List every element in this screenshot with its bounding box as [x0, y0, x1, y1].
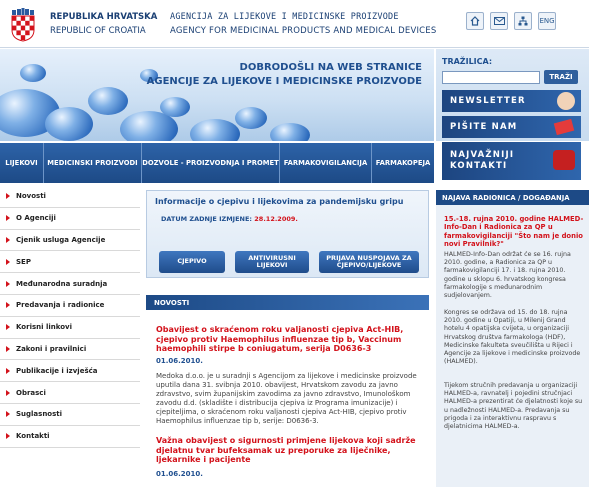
search-input[interactable]: [442, 71, 540, 84]
sidebar-item-label: O Agenciji: [16, 214, 56, 223]
news-item-date: 01.06.2010.: [156, 357, 203, 365]
arrow-icon: [6, 368, 10, 374]
hero-banner: [0, 49, 434, 141]
mail-icon[interactable]: [490, 12, 508, 30]
sidebar-item-price-list[interactable]: [0, 230, 140, 252]
sidebar-item-label: Zakoni i pravilnici: [16, 344, 87, 353]
arrow-icon: [6, 324, 10, 330]
arrow-icon: [6, 411, 10, 417]
sidebar-item-news[interactable]: [0, 186, 140, 208]
events-header: NAJAVA RADIONICA / DOGAĐANJA: [436, 190, 589, 205]
republic-name-hr: REPUBLIKA HRVATSKA: [50, 12, 158, 22]
news-header: NOVOSTI: [146, 295, 429, 310]
sitemap-icon[interactable]: [514, 12, 532, 30]
arrow-icon: [6, 215, 10, 221]
nav-licences[interactable]: DOZVOLE - PROIZVODNJA I PROMET: [142, 143, 280, 183]
event-paragraph: Kongres se održava od 15. do 18. rujna 2010. godine u Opatiji, u Milenij Grand hotelu 4 opatijska cvijeta, u organizaciji Hrvatskog društva farmakologa (HDF), Medicinske fakulteta sveučilišta u Rijeci i Agencije za lijekove i medicinske proizvode (HALMED).: [444, 309, 581, 366]
nav-pharmacopoeia[interactable]: FARMAKOPEJA: [375, 159, 431, 167]
hero-title-line1: DOBRODOŠLI NA WEB STRANICE: [239, 62, 422, 73]
sidebar-item-contacts[interactable]: [0, 426, 140, 448]
sidebar-item-label: SEP: [16, 257, 31, 266]
news-item-date: 01.06.2010.: [156, 470, 203, 478]
pill-decoration: [270, 123, 310, 141]
sidebar-item-about[interactable]: [0, 208, 140, 230]
language-switch-button[interactable]: ENG: [538, 12, 556, 30]
home-icon[interactable]: [466, 12, 484, 30]
pill-decoration: [190, 119, 240, 141]
write-to-us-banner[interactable]: [442, 116, 581, 138]
vaccine-button[interactable]: CJEPIVO: [159, 251, 225, 273]
info-last-modified: [161, 215, 298, 223]
arrow-icon: [6, 302, 10, 308]
sidebar-item-label: Korisni linkovi: [16, 323, 72, 332]
main-navigation: [0, 143, 434, 183]
newsletter-label: NEWSLETTER: [450, 96, 526, 106]
newsletter-banner[interactable]: [442, 90, 581, 112]
sidebar-item-consents[interactable]: [0, 404, 140, 426]
pill-decoration: [20, 64, 46, 82]
agency-name-hr: AGENCIJA ZA LIJEKOVE I MEDICINSKE PROIZVODE: [170, 12, 399, 22]
event-title[interactable]: 15.-18. rujna 2010. godine HALMED-Info-Dan i Radionica za QP u farmakovigilanciji "Što nam je donio novi Pravilnik?": [444, 215, 584, 249]
sidebar-item-laws[interactable]: [0, 339, 140, 361]
date-value: 28.12.2009.: [254, 215, 298, 223]
write-to-us-label: PIŠITE NAM: [450, 122, 518, 132]
hero-title-line2: AGENCIJE ZA LIJEKOVE I MEDICINSKE PROIZVODE: [146, 76, 422, 87]
sidebar-item-label: Novosti: [16, 192, 46, 201]
pill-decoration: [45, 107, 93, 141]
sidebar-item-links[interactable]: [0, 317, 140, 339]
report-adverse-reaction-button[interactable]: PRIJAVA NUSPOJAVA ZA CJEPIVO/LIJEKOVE: [319, 251, 419, 273]
event-paragraph: Tijekom stručnih predavanja u organizaciji HALMED-a, ravnatelj i pojedini stručnjaci HALMED-a prezentirat će djelatnosti koje su u nadležnosti HALMED-a. Predavanja su prigoda i za interaktivnu raspravu s djelatnicima HALMED-a.: [444, 382, 583, 430]
search-button[interactable]: TRAŽI: [544, 70, 578, 84]
left-sidebar: [0, 186, 140, 487]
arrow-icon: [6, 259, 10, 265]
contacts-label: NAJVAŽNIJI KONTAKTI: [450, 149, 515, 171]
antiviral-drugs-button[interactable]: ANTIVIRUSNI LIJEKOVI: [235, 251, 309, 273]
sidebar-item-international[interactable]: [0, 273, 140, 295]
agency-name-en: AGENCY FOR MEDICINAL PRODUCTS AND MEDICAL DEVICES: [170, 26, 437, 36]
sidebar-item-label: Obrasci: [16, 388, 46, 397]
pill-decoration: [88, 87, 128, 115]
sidebar-item-label: Predavanja i radionice: [16, 301, 105, 310]
envelope-icon: [554, 119, 574, 135]
sidebar-item-publications[interactable]: [0, 360, 140, 382]
person-icon: [557, 92, 575, 110]
arrow-icon: [6, 390, 10, 396]
republic-name-en: REPUBLIC OF CROATIA: [50, 26, 146, 36]
croatian-coat-of-arms-icon: [10, 8, 36, 42]
nav-medical-devices[interactable]: MEDICINSKI PROIZVODI: [44, 143, 142, 183]
sidebar-item-lectures[interactable]: [0, 295, 140, 317]
arrow-icon: [6, 281, 10, 287]
news-item-body: Medoka d.o.o. je u suradnji s Agencijom za lijekove i medicinske proizvode uputila dana 31. svibnja 2010. obavijest, Hrvatskom zavodu za javno zdravstvo, svim županijskim zavodima za javno zdravstvo, Imunološkom zavodu d.d. (skladište i distribucija cjepiva iz Programa imunizacije) i cjepiteljima, o skraćenom roku valjanosti cjepiva Act-HIB, cjepivo protiv Haemophilus influenzae tip b, serije: D0636-3.: [156, 372, 417, 426]
info-title[interactable]: Informacije o cjepivu i lijekovima za pandemijsku gripu: [155, 197, 404, 206]
pandemic-info-box: [146, 190, 429, 278]
site-header: [0, 0, 589, 48]
arrow-icon: [6, 346, 10, 352]
sidebar-item-label: Publikacije i izvješća: [16, 366, 98, 375]
events-panel: [436, 205, 589, 487]
arrow-icon: [6, 193, 10, 199]
sidebar-item-label: Međunarodna suradnja: [16, 279, 108, 288]
pill-decoration: [160, 97, 190, 117]
arrow-icon: [6, 237, 10, 243]
event-paragraph: HALMED-Info-Dan održat će se 16. rujna 2010. godine, a Radionica za QP u farmakovigilanciji 17. i 18. rujna 2010. godine u sklopu 6. hrvatskog kongresa farmakologije s međunarodnim sudjelovanjem.: [444, 251, 571, 299]
news-item-title[interactable]: Obavijest o skraćenom roku valjanosti cjepiva Act-HIB, cjepivo protiv Haemophilus influenzae tip b, Vaccinum haemophili stirpe b coniugatum, serija D0636-3: [156, 325, 404, 354]
telephone-icon: [553, 150, 575, 170]
arrow-icon: [6, 433, 10, 439]
nav-pharmacovigilance[interactable]: FARMAKOVIGILANCIJA: [280, 143, 372, 183]
pill-decoration: [235, 107, 267, 129]
sidebar-item-forms[interactable]: [0, 382, 140, 404]
search-label: TRAŽILICA:: [442, 57, 493, 66]
sidebar-item-sep[interactable]: [0, 251, 140, 273]
contacts-banner[interactable]: [442, 142, 581, 180]
nav-medicines[interactable]: LIJEKOVI: [0, 143, 44, 183]
news-item-title[interactable]: Važna obavijest o sigurnosti primjene lijekova koji sadrže djelatnu tvar bufeksamak uz preporuke za liječnike, ljekarnike i pacijente: [156, 436, 416, 465]
sidebar-item-label: Cjenik usluga Agencije: [16, 235, 106, 244]
sidebar-item-label: Suglasnosti: [16, 410, 63, 419]
sidebar-item-label: Kontakti: [16, 432, 50, 441]
date-label: DATUM ZADNJE IZMJENE:: [161, 215, 253, 223]
